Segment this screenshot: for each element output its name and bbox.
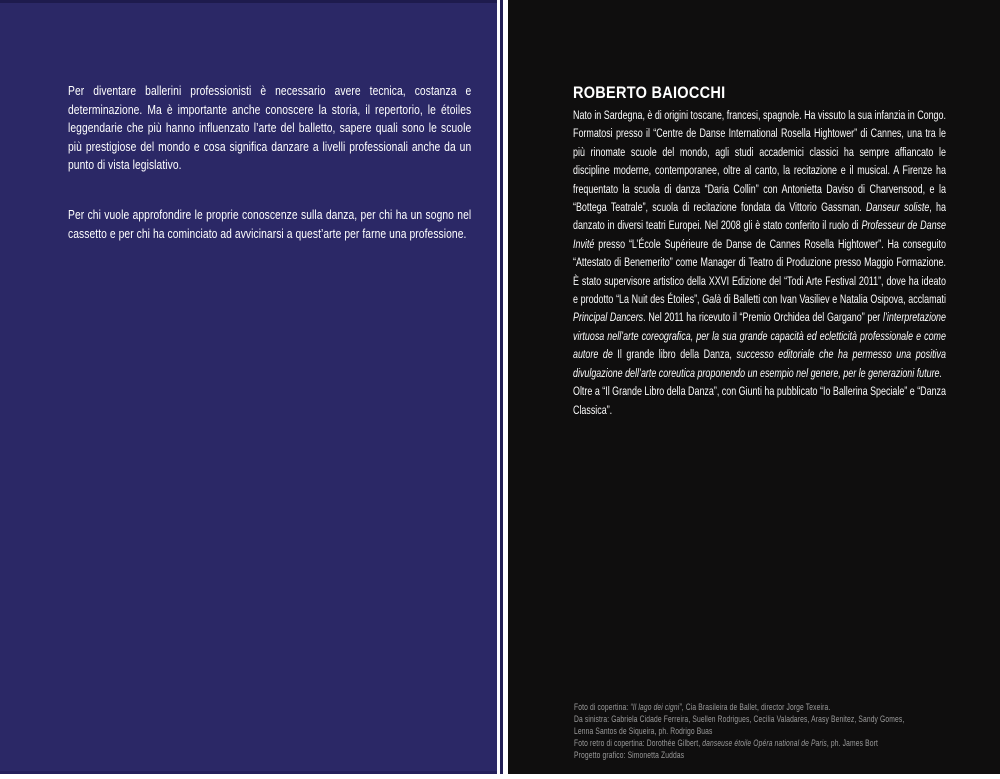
intro-paragraph-1: Per diventare ballerini professionisti è necessario avere tecnica, costanza e determinazione. Ma è importante anche conoscere la storia, il repertorio, le étoiles leggendarie che più hanno influenzato l’arte del balletto, sapere quali sono le scuole più prestigiose del mondo e cosa significa danzare a livelli professionali anche da un punto di vista legislativo. <box>68 83 472 173</box>
spine-fold-line <box>500 0 503 774</box>
credit-line-graphic-design: Progetto grafico: Simonetta Zuddas <box>574 750 685 760</box>
intro-paragraph-2: Per chi vuole approfondire le proprie conoscenze sulla danza, per chi ha un sogno nel cassetto e per chi ha cominciato ad avvicinarsi a quest’arte per farne una professione. <box>68 206 472 241</box>
credit-line-back-cover-photo: Foto retro di copertina: Dorothée Gilbert, danseuse étoile Opéra national de Paris, ph. James Bort <box>574 738 878 748</box>
author-bio-paragraph: Nato in Sardegna, è di origini toscane, francesi, spagnole. Ha vissuto la sua infanzia in Congo. Formatosi presso il “Centre de Danse International Rosella Hightower” di Cannes, una tra le più rinomate scuole del mondo, agli studi accademici classici ha sempre affiancato le discipline moderne, contemporanee, oltre al canto, la recitazione e il musical. A Firenze ha frequentato la scuola di danza “Daria Collin” con Antonietta Daviso di Charvensood, e la “Bottega Teatrale”, scuola di recitazione fondata da Vittorio Gassman. Danseur soliste, ha danzato in diversi teatri Europei. Nel 2008 gli è stato conferito il ruolo di Professeur de Danse Invité presso “L’École Supérieure de Danse de Cannes Rosella Hightower”. Ha conseguito “Attestato di Benemerito” come Manager di Teatro di Produzione presso Maggio Formazione. È stato supervisore artistico della XXVI Edizione del “Todi Arte Festival 2011”, dove ha ideato e prodotto “La Nuit des Étoiles”, Galà di Balletti con Ivan Vasiliev e Natalia Osipova, acclamati Principal Dancers. Nel 2011 ha ricevuto il “Premio Orchidea del Gargano” per l’interpretazione virtuosa nell’arte coreografica, per la sua grande capacità ed ecletticità professionale e come autore de Il grande libro della Danza, successo editoriale che ha permesso una positiva divulgazione dell’arte coreutica proponendo un esempio nel genere, per le generazioni future. <box>573 108 946 380</box>
author-name-heading: ROBERTO BAIOCCHI <box>573 84 726 102</box>
author-bio-block <box>573 106 946 419</box>
credit-line-dancers-2: Lenna Santos de Siqueira, ph. Rodrigo Buas <box>574 726 713 736</box>
publications-paragraph: Oltre a “Il Grande Libro della Danza”, con Giunti ha pubblicato “Io Ballerina Speciale” e “Danza Classica”. <box>573 384 946 417</box>
left-flap-top-edge <box>0 0 497 3</box>
credit-line-cover-photo: Foto di copertina: “Il lago dei cigni”, Cia Brasileira de Ballet, director Jorge Texeira. <box>574 702 831 712</box>
credit-line-dancers-1: Da sinistra: Gabriela Cidade Ferreira, Suellen Rodrigues, Cecilia Valadares, Arasy Benitez, Sandy Gomes, <box>574 714 905 724</box>
credits-block <box>574 701 1000 761</box>
left-flap-bottom-edge <box>0 771 497 774</box>
left-flap-text-block <box>68 82 471 243</box>
